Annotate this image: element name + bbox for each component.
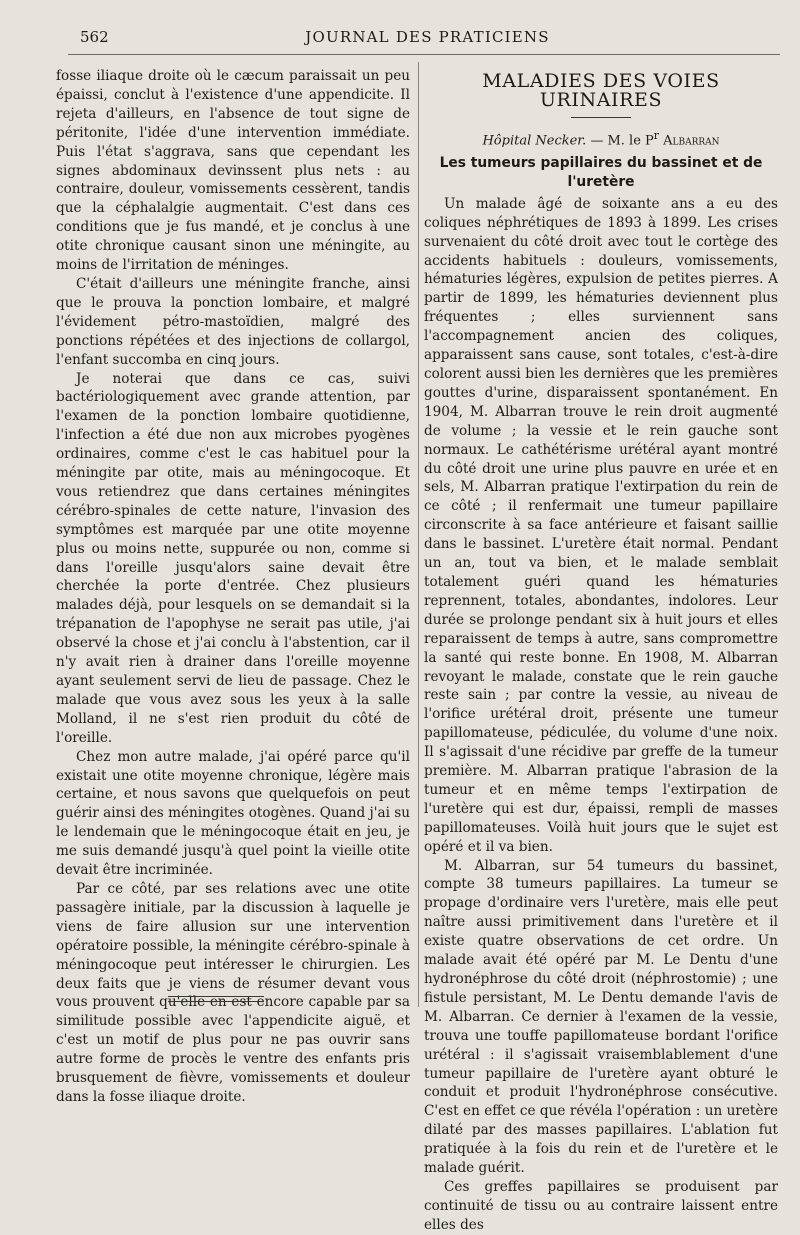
paragraph: M. Albarran, sur 54 tumeurs du bassinet, compte 38 tumeurs papillaires. La tumeur se propage d'ordinaire vers l'uretère, mais elle peut naître aussi primitivement dans l'uretère et il existe quatre observations de cet ordre. Un malade avait été opéré par M. Le Dentu d'une hydronéphrose du côté droit (néphrostomie) ; une fistule persistant, M. Le Dentu demande l'avis de M. Albarran. Ce dernier à l'examen de la vessie, trouva une touffe papillomateuse bordant l'orifice urétéral : il s'agissait vraisemblablement d'une tumeur papillaire de l'uretère ayant obturé le conduit et produit l'hydronéphrose consécutive. C'est en effet ce que révéla l'opération : un uretère dilaté par des masses papillaires. L'ablation fut pratiquée à la fois du rein et de l'uretère et le malade guérit. [424,857,778,1177]
end-rule [168,996,264,1002]
page-header [80,28,775,50]
author-name: Albarran [663,133,720,149]
header-rule [68,54,780,55]
journal-title: JOURNAL DES PRATICIENS [305,28,550,46]
paragraph: Par ce côté, par ses relations avec une otite passagère initiale, par la discussion à laquelle je viens de faire allusion sur une intervention opératoire possible, la méningite cérébro-spinale à méningocoque peut intéresser le chirurgien. Les deux faits que je viens de résumer devant vous vous prouvent qu'elle en est encore capable par sa similitude possible avec l'appendicite aiguë, et c'est un motif de plus pour ne pas ouvrir sans autre forme de procès le ventre des enfants pris brusquement de fièvre, vomissements et douleur dans la fosse iliaque droite. [56,880,410,1105]
article-subtitle: Les tumeurs papillaires du bassinet et de l'uretère [439,155,763,190]
paragraph: Ces greffes papillaires se produisent par continuité de tissu ou au contraire laissent entre elles des [424,1178,778,1233]
title-rule [571,117,631,118]
paragraph: C'était d'ailleurs une méningite franche, ainsi que le prouva la ponction lombaire, et malgré l'évidement pétro-mastoïdien, malgré des ponctions répétées et des injections de collargol, l'enfant succomba en cinq jours. [56,275,410,368]
byline [424,127,778,151]
left-column [56,67,410,1107]
right-column [424,68,778,1235]
paragraph: Je noterai que dans ce cas, suivi bactériologiquement avec grande attention, par l'examen de la ponction lombaire quotidienne, l'infection a été due non aux microbes pyogènes ordinaires, comme c'est le cas habituel pour la méningite par otite, mais au méningocoque. Et vous retiendrez que dans certaines méningites cérébro-spinales de cette nature, l'invasion des symptômes est marquée par une otite moyenne plus ou moins nette, suppurée ou non, comme si dans l'oreille jusqu'alors saine devait être cherchée la porte d'entrée. Chez plusieurs malades déjà, pour lesquels on se demandait si la trépanation de l'apophyse ne serait pas utile, j'ai observé la chose et j'ai conclu à l'abstention, car il n'y avait rien à drainer dans l'oreille moyenne ayant seulement servi de lieu de passage. Chez le malade que vous avez sous les yeux à la salle Molland, il ne s'est rien produit du côté de l'oreille. [56,370,410,746]
column-divider [418,62,419,1007]
paragraph: fosse iliaque droite où le cæcum paraissait un peu épaissi, conclut à l'existence d'une appendicite. Il rejeta d'ailleurs, en l'absence de tout signe de péritonite, l'idée d'une intervention immédiate. Puis l'état s'aggrava, sans que cependant les signes abdominaux devinssent plus nets : au contraire, douleur, vomissements cessèrent, tandis que la céphalalgie augmentait. C'est dans ces conditions que je fus mandé, et je conclus à une otite chronique causant sinon une méningite, au moins de l'irritation de méninges. [56,68,410,274]
byline-superscript: r [653,128,659,142]
page-number: 562 [80,28,109,46]
paragraph: Chez mon autre malade, j'ai opéré parce qu'il existait une otite moyenne chronique, légère mais certaine, et nous savons que quelquefois on peut guérir ainsi des méningites otogènes. Quand j'ai su le lendemain que le méningocoque était en jeu, je me suis demandé jusqu'à quel point la vieille otite devait être incriminée. [56,748,410,879]
byline-text: — M. le P [586,133,654,149]
section-title: MALADIES DES VOIES URINAIRES [482,70,720,111]
paragraph: Un malade âgé de soixante ans a eu des coliques néphrétiques de 1893 à 1899. Les crises survenaient du côté droit avec tout le cortège des accidents habituels : douleurs, vomissements, hématuries légères, expulsion de petites pierres. A partir de 1899, les hématuries deviennent plus fréquentes ; elles surviennent sans l'accompagnement ancien des coliques, apparaissent sans cause, sont totales, c'est-à-dire colorent aussi bien les dernières que les premières gouttes d'urine, disparaissent spontanément. En 1904, M. Albarran trouve le rein droit augmenté de volume ; la vessie et le rein gauche sont normaux. Le cathétérisme urétéral ayant montré du côté droit une urine plus pauvre en urée et en sels, M. Albarran pratique l'extirpation du rein de ce côté ; il renfermait une tumeur papillaire circonscrite à sa face antérieure et faisant saillie dans le bassinet. L'uretère était normal. Pendant un an, tout va bien, et le malade semblait totalement guéri quand les hématuries reprennent, totales, abondantes, indolores. Leur durée se prolonge pendant six à huit jours et elles reparaissent de temps à autre, sans compromettre la santé qui reste bonne. En 1908, M. Albarran revoyant le malade, constate que le rein gauche reste sain ; par contre la vessie, au niveau de l'orifice urétéral droit, présente une tumeur papillomateuse, pédiculée, du volume d'une noix. Il s'agissait d'une récidive par greffe de la tumeur première. M. Albarran pratique l'abrasion de la tumeur et en même temps l'extirpation de l'uretère qui est dur, épaissi, rempli de masses papillomateuses. Voilà huit jours que le sujet est opéré et il va bien. [424,195,778,855]
hospital-name: Hôpital Necker. [482,133,587,149]
